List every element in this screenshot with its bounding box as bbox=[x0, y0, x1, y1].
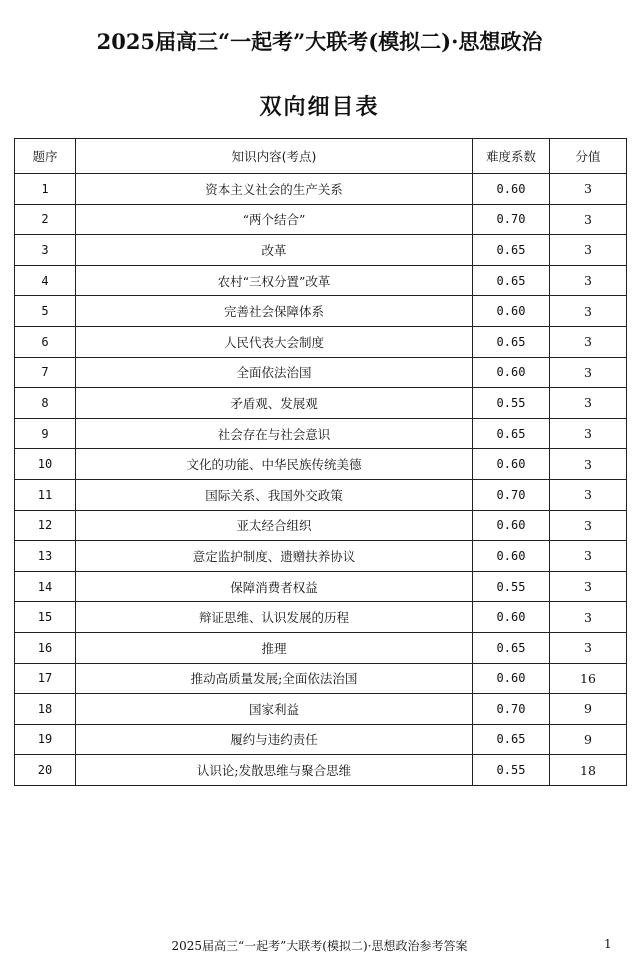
header-knowledge-content: 知识内容(考点) bbox=[76, 139, 473, 174]
table-row bbox=[15, 632, 627, 663]
cell-no: 18 bbox=[15, 694, 76, 725]
cell-topic: 意定监护制度、遗赠扶养协议 bbox=[76, 541, 473, 572]
table-title: 双向细目表 bbox=[259, 95, 380, 120]
cell-no: 10 bbox=[15, 449, 76, 480]
cell-difficulty: 0.65 bbox=[473, 265, 550, 296]
cell-topic: 农村“三权分置”改革 bbox=[76, 265, 473, 296]
cell-topic: “两个结合” bbox=[76, 204, 473, 235]
spec-table bbox=[14, 138, 627, 786]
cell-score: 3 bbox=[550, 571, 627, 602]
cell-no: 19 bbox=[15, 724, 76, 755]
header-difficulty: 难度系数 bbox=[473, 139, 550, 174]
cell-no: 6 bbox=[15, 326, 76, 357]
cell-difficulty: 0.55 bbox=[473, 755, 550, 786]
cell-no: 7 bbox=[15, 357, 76, 388]
cell-score: 3 bbox=[550, 632, 627, 663]
cell-no: 12 bbox=[15, 510, 76, 541]
cell-difficulty: 0.60 bbox=[473, 602, 550, 633]
cell-topic: 推理 bbox=[76, 632, 473, 663]
cell-score: 3 bbox=[550, 265, 627, 296]
cell-score: 3 bbox=[550, 388, 627, 419]
cell-topic: 文化的功能、中华民族传统美德 bbox=[76, 449, 473, 480]
cell-no: 11 bbox=[15, 479, 76, 510]
cell-difficulty: 0.60 bbox=[473, 541, 550, 572]
cell-topic: 国际关系、我国外交政策 bbox=[76, 479, 473, 510]
cell-topic: 资本主义社会的生产关系 bbox=[76, 174, 473, 205]
table-row bbox=[15, 755, 627, 786]
header-score: 分值 bbox=[550, 139, 627, 174]
cell-topic: 完善社会保障体系 bbox=[76, 296, 473, 327]
cell-no: 13 bbox=[15, 541, 76, 572]
table-row bbox=[15, 326, 627, 357]
cell-difficulty: 0.55 bbox=[473, 571, 550, 602]
cell-no: 20 bbox=[15, 755, 76, 786]
table-row bbox=[15, 296, 627, 327]
cell-no: 2 bbox=[15, 204, 76, 235]
cell-score: 3 bbox=[550, 541, 627, 572]
cell-score: 3 bbox=[550, 326, 627, 357]
cell-no: 9 bbox=[15, 418, 76, 449]
cell-score: 9 bbox=[550, 694, 627, 725]
cell-score: 3 bbox=[550, 296, 627, 327]
cell-topic: 社会存在与社会意识 bbox=[76, 418, 473, 449]
cell-topic: 全面依法治国 bbox=[76, 357, 473, 388]
cell-difficulty: 0.65 bbox=[473, 632, 550, 663]
cell-score: 3 bbox=[550, 479, 627, 510]
cell-no: 5 bbox=[15, 296, 76, 327]
cell-no: 1 bbox=[15, 174, 76, 205]
page-footer: 2025届高三“一起考”大联考(模拟二)·思想政治参考答案 bbox=[171, 939, 468, 953]
cell-score: 3 bbox=[550, 357, 627, 388]
cell-no: 8 bbox=[15, 388, 76, 419]
table-row bbox=[15, 204, 627, 235]
cell-difficulty: 0.55 bbox=[473, 388, 550, 419]
cell-difficulty: 0.70 bbox=[473, 479, 550, 510]
cell-no: 17 bbox=[15, 663, 76, 694]
table-row bbox=[15, 479, 627, 510]
cell-no: 3 bbox=[15, 235, 76, 266]
cell-no: 14 bbox=[15, 571, 76, 602]
cell-topic: 保障消费者权益 bbox=[76, 571, 473, 602]
cell-topic: 履约与违约责任 bbox=[76, 724, 473, 755]
header-question-number: 题序 bbox=[15, 139, 76, 174]
cell-difficulty: 0.65 bbox=[473, 724, 550, 755]
table-row bbox=[15, 449, 627, 480]
table-row bbox=[15, 541, 627, 572]
cell-difficulty: 0.70 bbox=[473, 204, 550, 235]
table-body bbox=[15, 174, 627, 786]
cell-difficulty: 0.60 bbox=[473, 510, 550, 541]
table-row bbox=[15, 357, 627, 388]
table-row bbox=[15, 388, 627, 419]
table-row bbox=[15, 510, 627, 541]
cell-score: 16 bbox=[550, 663, 627, 694]
cell-topic: 矛盾观、发展观 bbox=[76, 388, 473, 419]
table-row bbox=[15, 235, 627, 266]
cell-difficulty: 0.60 bbox=[473, 357, 550, 388]
cell-topic: 人民代表大会制度 bbox=[76, 326, 473, 357]
table-row bbox=[15, 663, 627, 694]
cell-score: 3 bbox=[550, 602, 627, 633]
cell-no: 16 bbox=[15, 632, 76, 663]
cell-difficulty: 0.65 bbox=[473, 418, 550, 449]
table-row bbox=[15, 418, 627, 449]
cell-score: 3 bbox=[550, 510, 627, 541]
table-row bbox=[15, 571, 627, 602]
cell-no: 4 bbox=[15, 265, 76, 296]
cell-score: 3 bbox=[550, 449, 627, 480]
cell-difficulty: 0.65 bbox=[473, 235, 550, 266]
table-row bbox=[15, 724, 627, 755]
cell-score: 3 bbox=[550, 204, 627, 235]
page-number: 1 bbox=[604, 937, 612, 951]
table-header-row bbox=[15, 139, 627, 174]
table-row bbox=[15, 174, 627, 205]
cell-topic: 改革 bbox=[76, 235, 473, 266]
table-row bbox=[15, 602, 627, 633]
cell-no: 15 bbox=[15, 602, 76, 633]
cell-topic: 国家利益 bbox=[76, 694, 473, 725]
document-title: 2025届高三“一起考”大联考(模拟二)·思想政治 bbox=[96, 29, 543, 54]
table-row bbox=[15, 694, 627, 725]
cell-topic: 推动高质量发展;全面依法治国 bbox=[76, 663, 473, 694]
table-row bbox=[15, 265, 627, 296]
cell-score: 9 bbox=[550, 724, 627, 755]
cell-difficulty: 0.60 bbox=[473, 449, 550, 480]
cell-difficulty: 0.65 bbox=[473, 326, 550, 357]
cell-topic: 亚太经合组织 bbox=[76, 510, 473, 541]
cell-topic: 辩证思维、认识发展的历程 bbox=[76, 602, 473, 633]
cell-difficulty: 0.60 bbox=[473, 296, 550, 327]
cell-difficulty: 0.60 bbox=[473, 174, 550, 205]
cell-difficulty: 0.60 bbox=[473, 663, 550, 694]
cell-difficulty: 0.70 bbox=[473, 694, 550, 725]
cell-score: 3 bbox=[550, 174, 627, 205]
cell-score: 18 bbox=[550, 755, 627, 786]
cell-score: 3 bbox=[550, 418, 627, 449]
cell-score: 3 bbox=[550, 235, 627, 266]
cell-topic: 认识论;发散思维与聚合思维 bbox=[76, 755, 473, 786]
